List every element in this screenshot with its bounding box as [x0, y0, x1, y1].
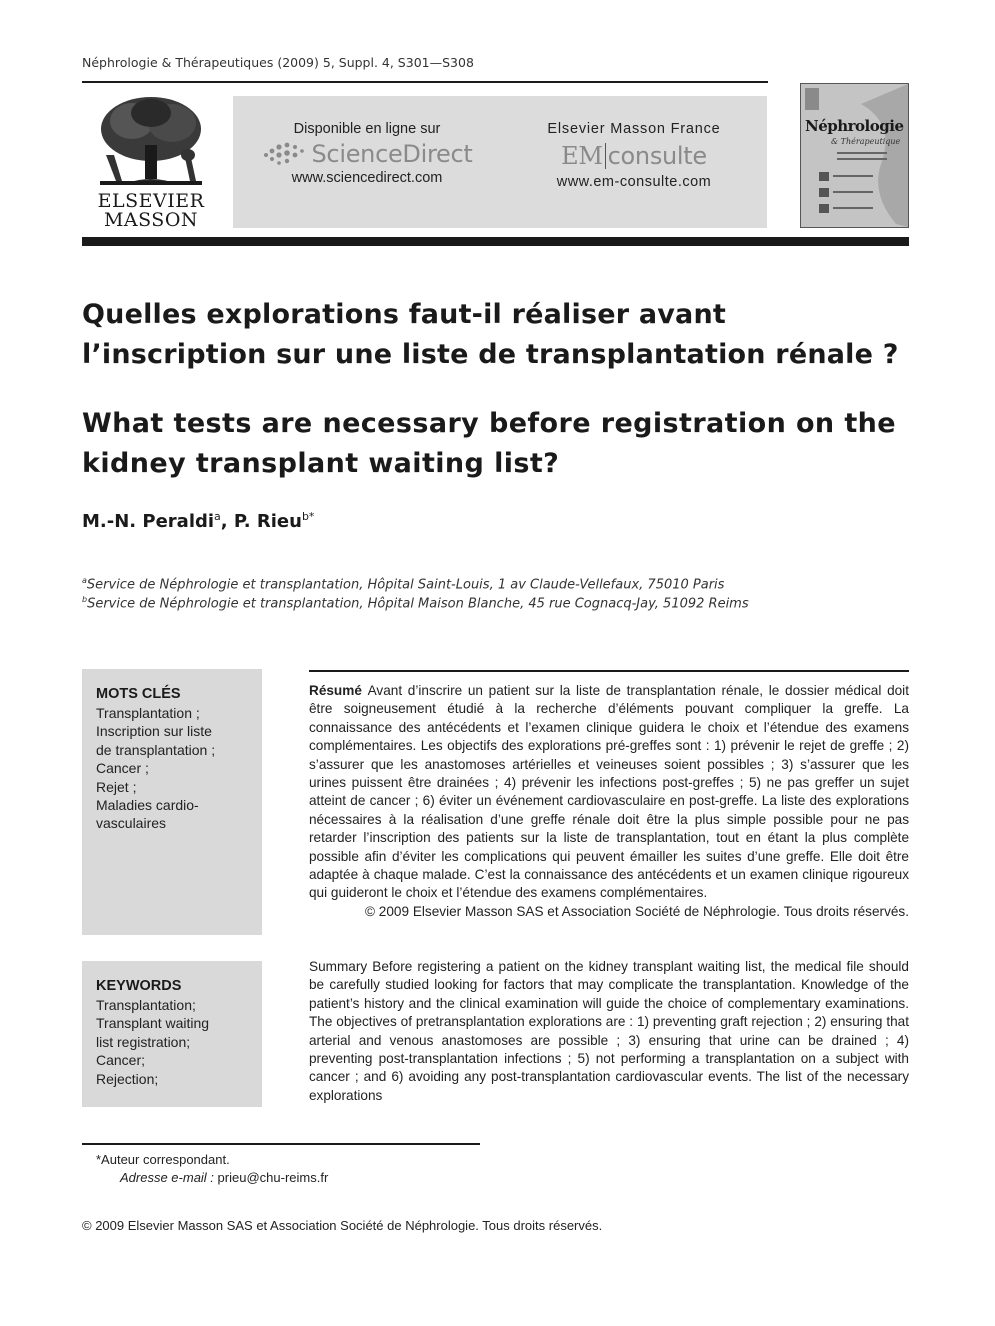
keywords-box [82, 961, 262, 1107]
emconsulte-url[interactable]: www.em-consulte.com [556, 174, 712, 190]
header-rule [82, 81, 768, 83]
logo-elsevier-text: ELSEVIER [97, 190, 205, 212]
author-name: M.-N. Peraldi [82, 511, 215, 532]
sciencedirect-brand: ScienceDirect [311, 140, 473, 168]
affiliation-text: Service de Néphrologie et transplantation, Hôpital Maison Blanche, 45 rue Cognacq-Jay, 51092 Reims [87, 596, 749, 612]
online-availability-banner [233, 96, 767, 228]
resume-copyright: © 2009 Elsevier Masson SAS et Association Société de Néphrologie. Tous droits réservés. [365, 903, 909, 919]
keyword-item: Rejet ; [96, 778, 137, 795]
summary-text: Before registering a patient on the kidney transplant waiting list, the medical file should be carefully studied looking for factors that may complicate the transplantation. Knowledge of the patient’s history and the clinical examination will guide the choice of complementary examinations. The objectives of pretransplantation explorations are : 1) preventing graft rejection ; 2) ensuring that arterial and venous anastomoses are possible ; 3) ensuring that urine can be drained ; 4) preventing post-transplantation infections ; 5) not performing a transplantation on a subject with cancer ; and 6) avoiding any post-transplantation cardiovascular events. The list of the necessary explorations [309, 959, 909, 1103]
header-thick-rule [82, 237, 909, 246]
affiliation-mark: b [82, 595, 88, 604]
keywords-heading: KEYWORDS [96, 978, 182, 994]
sciencedirect-url[interactable]: www.sciencedirect.com [291, 170, 443, 186]
article-title-french: Quelles explorations faut-il réaliser avant l’inscription sur une liste de transplantation rénale ? [82, 299, 899, 370]
summary-label: Summary [309, 959, 368, 974]
elsevier-tree-icon [92, 95, 210, 190]
keyword-item: Transplantation; [96, 997, 196, 1013]
keyword-item: Rejection; [96, 1070, 159, 1087]
consulte-brand: consulte [607, 142, 707, 170]
affiliation-mark: a [82, 576, 87, 585]
keyword-item: vasculaires [96, 815, 167, 832]
author-separator: , [220, 511, 234, 532]
email-note [120, 1170, 328, 1185]
keyword-item: Transplantation ; [96, 705, 200, 721]
email-label: Adresse e-mail : [120, 1170, 214, 1185]
brand-divider [605, 143, 606, 169]
journal-cover-thumbnail [800, 83, 909, 228]
author-list [82, 510, 314, 532]
author-affiliation-mark: a [214, 510, 221, 523]
cover-title: Néphrologie [805, 117, 904, 135]
mots-cles-box [82, 669, 262, 935]
resume-paragraph [309, 682, 909, 921]
footnote-rule [82, 1143, 480, 1145]
keyword-item: Cancer ; [96, 760, 149, 777]
affiliation-b [82, 595, 749, 611]
elsevier-masson-logo [92, 95, 210, 230]
abstract-rule [309, 670, 909, 672]
logo-masson-text: MASSON [103, 209, 199, 231]
cover-subtitle: & Thérapeutique [831, 137, 901, 146]
affiliation-text: Service de Néphrologie et transplantation, Hôpital Saint-Louis, 1 av Claude-Vellefaux, 75010 Paris [86, 577, 725, 593]
author-name: P. Rieu [233, 511, 302, 532]
available-online-caption: Disponible en ligne sur [293, 121, 441, 137]
affiliation-a [82, 576, 724, 592]
keyword-item: Cancer; [96, 1052, 146, 1069]
page-copyright: © 2009 Elsevier Masson SAS et Association Société de Néphrologie. Tous droits réservés. [82, 1218, 603, 1233]
article-title-english: What tests are necessary before registration on the kidney transplant waiting list? [82, 408, 896, 479]
email-address[interactable]: prieu@chu-reims.fr [217, 1170, 329, 1185]
resume-label: Résumé [309, 683, 362, 698]
elsevier-masson-france-caption: Elsevier Masson France [547, 121, 721, 137]
summary-paragraph [309, 958, 909, 1105]
author-affiliation-mark: b* [301, 510, 315, 523]
keyword-item: Transplant waiting [96, 1015, 210, 1032]
cover-artwork-icon [801, 84, 908, 227]
em-brand: EM [561, 142, 603, 170]
corresponding-author-note: *Auteur correspondant. [96, 1152, 230, 1167]
resume-text: Avant d’inscrire un patient sur la liste de transplantation rénale, le dossier médical doit être soigneusement étudié à la recherche d’éléments pouvant compliquer la greffe. La connaissance des antécédents et l’examen clinique guidera le choix et l’étendue des examens complémentaires. Les objectifs des explorations pré-greffes sont : 1) prévenir le rejet de greffe ; 2) s’assurer que les anastomoses artérielles et veineuses soient possibles ; 3) s’assurer que les urines puissent être drainées ; 4) prévenir les infections post-greffes ; 5) ne pas greffer un sujet atteint de cancer ; 6) éviter un événement cardiovasculaire en post-greffe. La liste des explorations nécessaires à la réalisation d’une greffe rénale doit être la plus simple possible pour ne pas retarder l’inscription des patients sur la liste de transplantation, tout en étant la plus complète possible afin d’éviter les complications qui peuvent émailler les suites d’une greffe. Elle doit être adaptée à chaque malade. C’est la connaissance des antécédents et un examen clinique rigoureux qui guideront le choix et l’étendue des examens complémentaires. [309, 683, 909, 901]
mots-cles-heading: MOTS CLÉS [96, 686, 181, 702]
keyword-item: Inscription sur liste [96, 723, 212, 740]
sciencedirect-block [233, 96, 501, 186]
sciencedirect-dots-icon [262, 141, 306, 167]
keyword-item: Maladies cardio- [96, 797, 199, 814]
keyword-item: list registration; [96, 1033, 191, 1050]
emconsulte-block [501, 96, 767, 190]
journal-reference: Néphrologie & Thérapeutiques (2009) 5, Suppl. 4, S301—S308 [82, 55, 474, 70]
keyword-item: de transplantation ; [96, 741, 216, 758]
